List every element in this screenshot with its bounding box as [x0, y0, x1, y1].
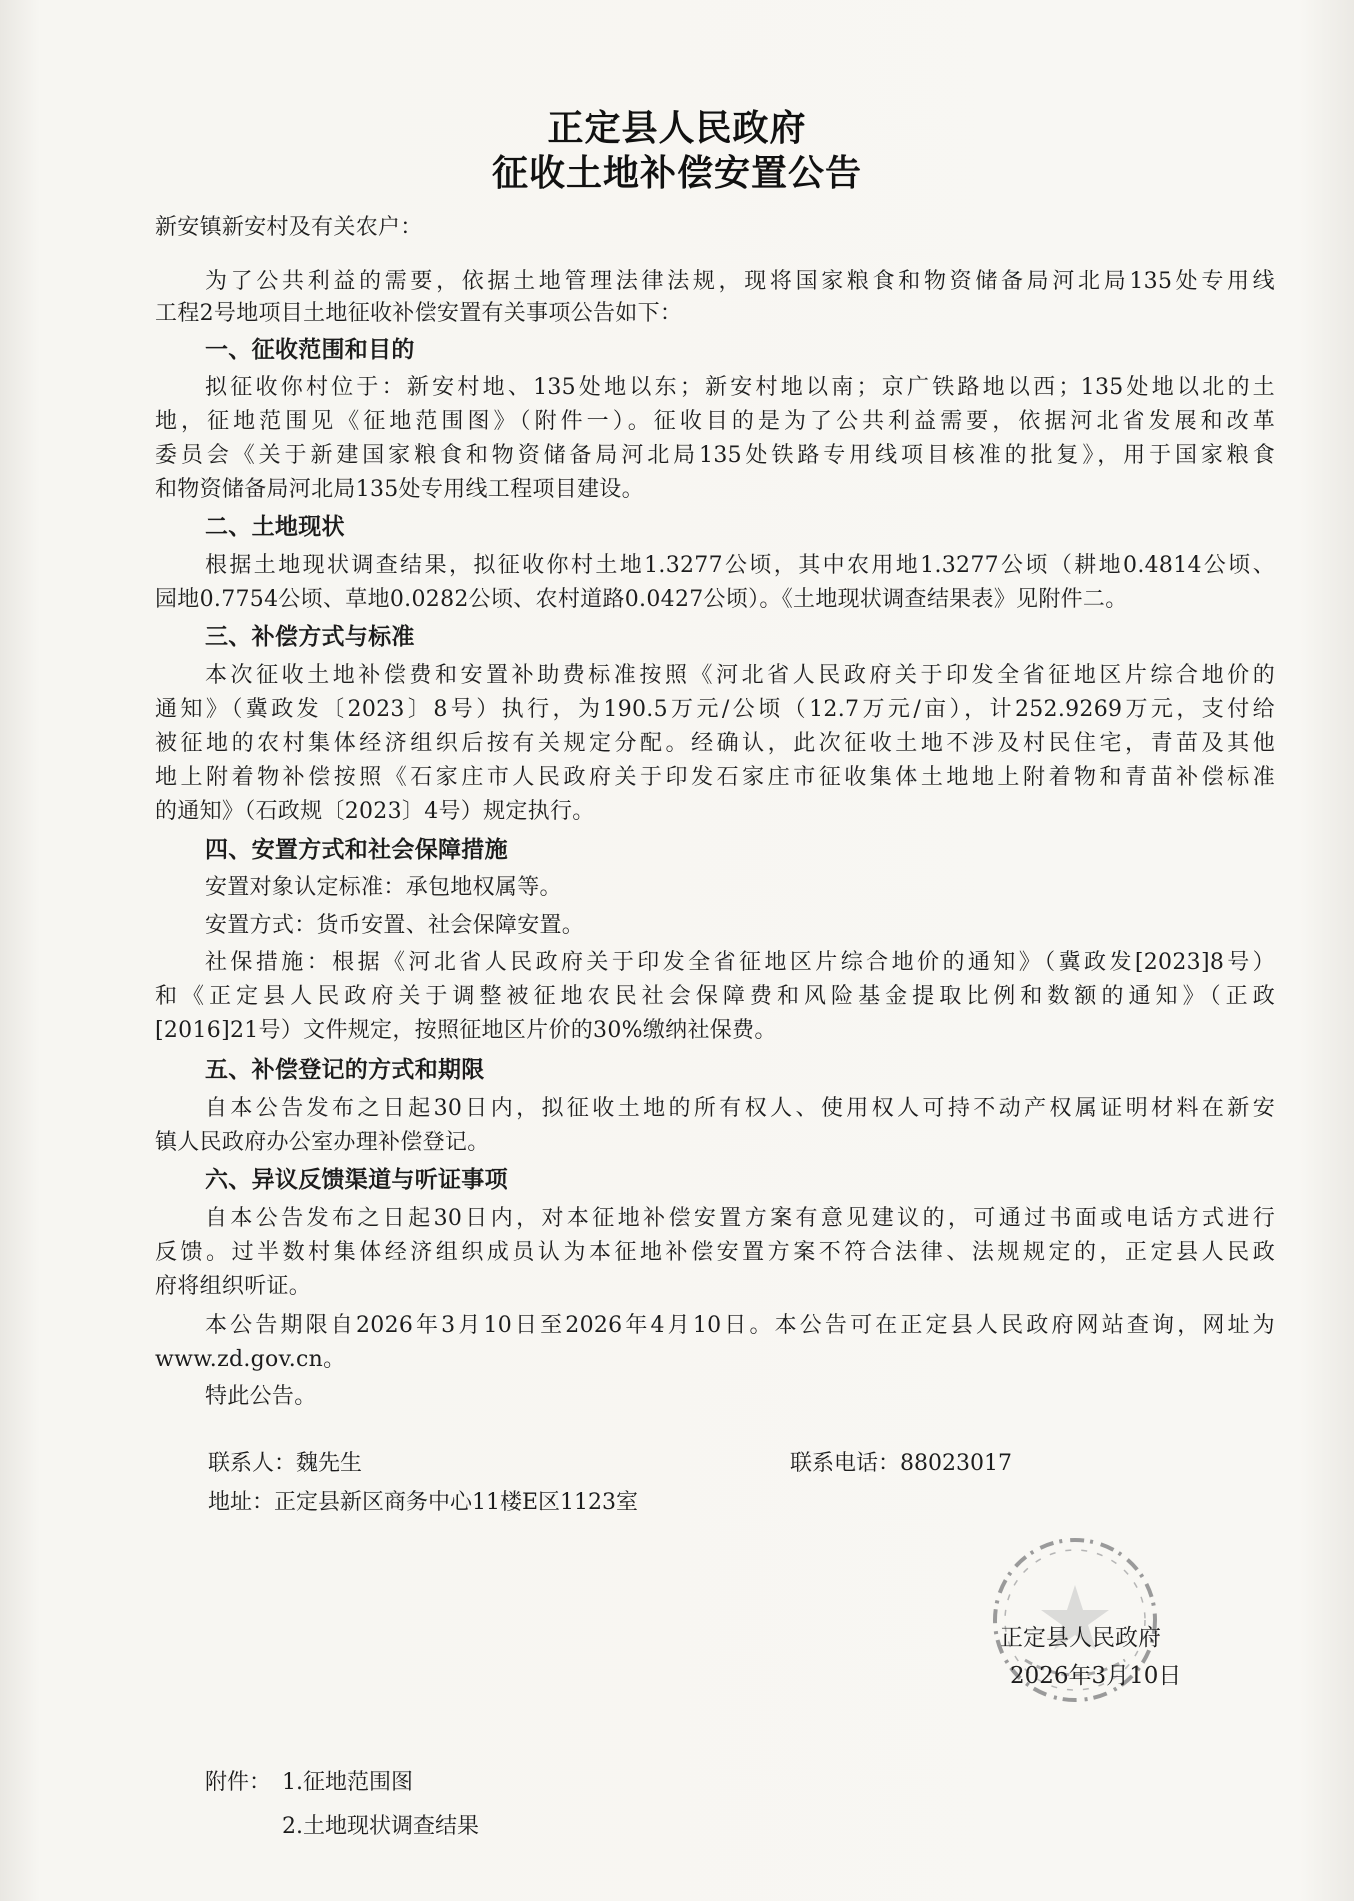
section-6-line: 府将组织听证。 [155, 1274, 312, 1299]
section-1-line: 委员会《关于新建国家粮食和物资储备局河北局135处铁路专用线项目核准的批复》，用于国家粮食 [155, 443, 1275, 468]
section-1-line: 拟征收你村位于：新安村地、135处地以东；新安村地以南；京广铁路地以西；135处地以北的土 [205, 375, 1275, 400]
section-3-line: 本次征收土地补偿费和安置补助费标准按照《河北省人民政府关于印发全省征地区片综合地价的 [205, 663, 1275, 688]
attachment-item: 2.土地现状调查结果 [282, 1814, 479, 1839]
section-6-heading: 六、异议反馈渠道与听证事项 [205, 1167, 508, 1193]
addressee: 新安镇新安村及有关农户： [155, 215, 423, 240]
section-3-line: 通知》（冀政发〔2023〕8号）执行，为190.5万元/公顷（12.7万元/亩），计252.9269万元，支付给 [155, 697, 1275, 722]
section-1-line: 地，征地范围见《征地范围图》（附件一）。征收目的是为了公共利益需要，依据河北省发展和改革 [155, 409, 1275, 434]
attachments-label: 附件： [205, 1770, 272, 1795]
period-line: 本公告期限自2026年3月10日至2026年4月10日。本公告可在正定县人民政府网站查询，网址为 [205, 1313, 1275, 1338]
intro-line-1: 为了公共利益的需要，依据土地管理法律法规，现将国家粮食和物资储备局河北局135处专用线 [205, 269, 1275, 294]
contact-address: 地址：正定县新区商务中心11楼E区1123室 [208, 1490, 639, 1515]
section-3-heading: 三、补偿方式与标准 [205, 624, 415, 650]
section-5-heading: 五、补偿登记的方式和期限 [205, 1057, 485, 1083]
website-line: www.zd.gov.cn。 [155, 1347, 346, 1372]
section-4-line: 和《正定县人民政府关于调整被征地农民社会保障费和风险基金提取比例和数额的通知》（正政 [155, 984, 1275, 1009]
section-5-line: 自本公告发布之日起30日内，拟征收土地的所有权人、使用权人可持不动产权属证明材料在新安 [205, 1096, 1275, 1121]
attachment-item: 1.征地范围图 [282, 1770, 413, 1795]
section-4-heading: 四、安置方式和社会保障措施 [205, 837, 508, 863]
section-2-heading: 二、土地现状 [205, 514, 345, 540]
section-1-heading: 一、征收范围和目的 [205, 337, 415, 363]
section-3-line: 的通知》（石政规〔2023〕4号）规定执行。 [155, 799, 595, 824]
closing-text: 特此公告。 [205, 1384, 317, 1409]
signature-organization: 正定县人民政府 [1000, 1625, 1161, 1651]
section-3-line: 被征地的农村集体经济组织后按有关规定分配。经确认，此次征收土地不涉及村民住宅，青苗及其他 [155, 731, 1275, 756]
section-4-line: 安置方式：货币安置、社会保障安置。 [205, 913, 585, 938]
title-line-2: 征收土地补偿安置公告 [491, 153, 862, 194]
section-2-line: 园地0.7754公顷、草地0.0282公顷、农村道路0.0427公顷）。《土地现状调查结果表》见附件二。 [155, 587, 1128, 612]
section-6-line: 自本公告发布之日起30日内，对本征地补偿安置方案有意见建议的，可通过书面或电话方式进行 [205, 1206, 1275, 1231]
intro-line-2: 工程2号地项目土地征收补偿安置有关事项公告如下： [155, 301, 683, 326]
contact-person: 联系人：魏先生 [208, 1451, 363, 1476]
section-2-line: 根据土地现状调查结果，拟征收你村土地1.3277公顷，其中农用地1.3277公顷（耕地0.4814公顷、 [205, 553, 1275, 578]
title-line-1: 正定县人民政府 [547, 108, 807, 149]
section-6-line: 反馈。过半数村集体经济组织成员认为本征地补偿安置方案不符合法律、法规规定的，正定县人民政 [155, 1240, 1275, 1265]
section-4-line: 安置对象认定标准：承包地权属等。 [205, 875, 562, 900]
section-1-line: 和物资储备局河北局135处专用线工程项目建设。 [155, 477, 644, 502]
contact-phone: 联系电话：88023017 [790, 1451, 1012, 1476]
section-4-line: [2016]21号）文件规定，按照征地区片价的30%缴纳社保费。 [155, 1018, 777, 1043]
signature-date: 2026年3月10日 [1010, 1663, 1182, 1689]
section-3-line: 地上附着物补偿按照《石家庄市人民政府关于印发石家庄市征收集体土地地上附着物和青苗补偿标准 [155, 765, 1275, 790]
section-5-line: 镇人民政府办公室办理补偿登记。 [155, 1130, 490, 1155]
section-4-line: 社保措施：根据《河北省人民政府关于印发全省征地区片综合地价的通知》（冀政发[2023]8号） [205, 950, 1275, 975]
